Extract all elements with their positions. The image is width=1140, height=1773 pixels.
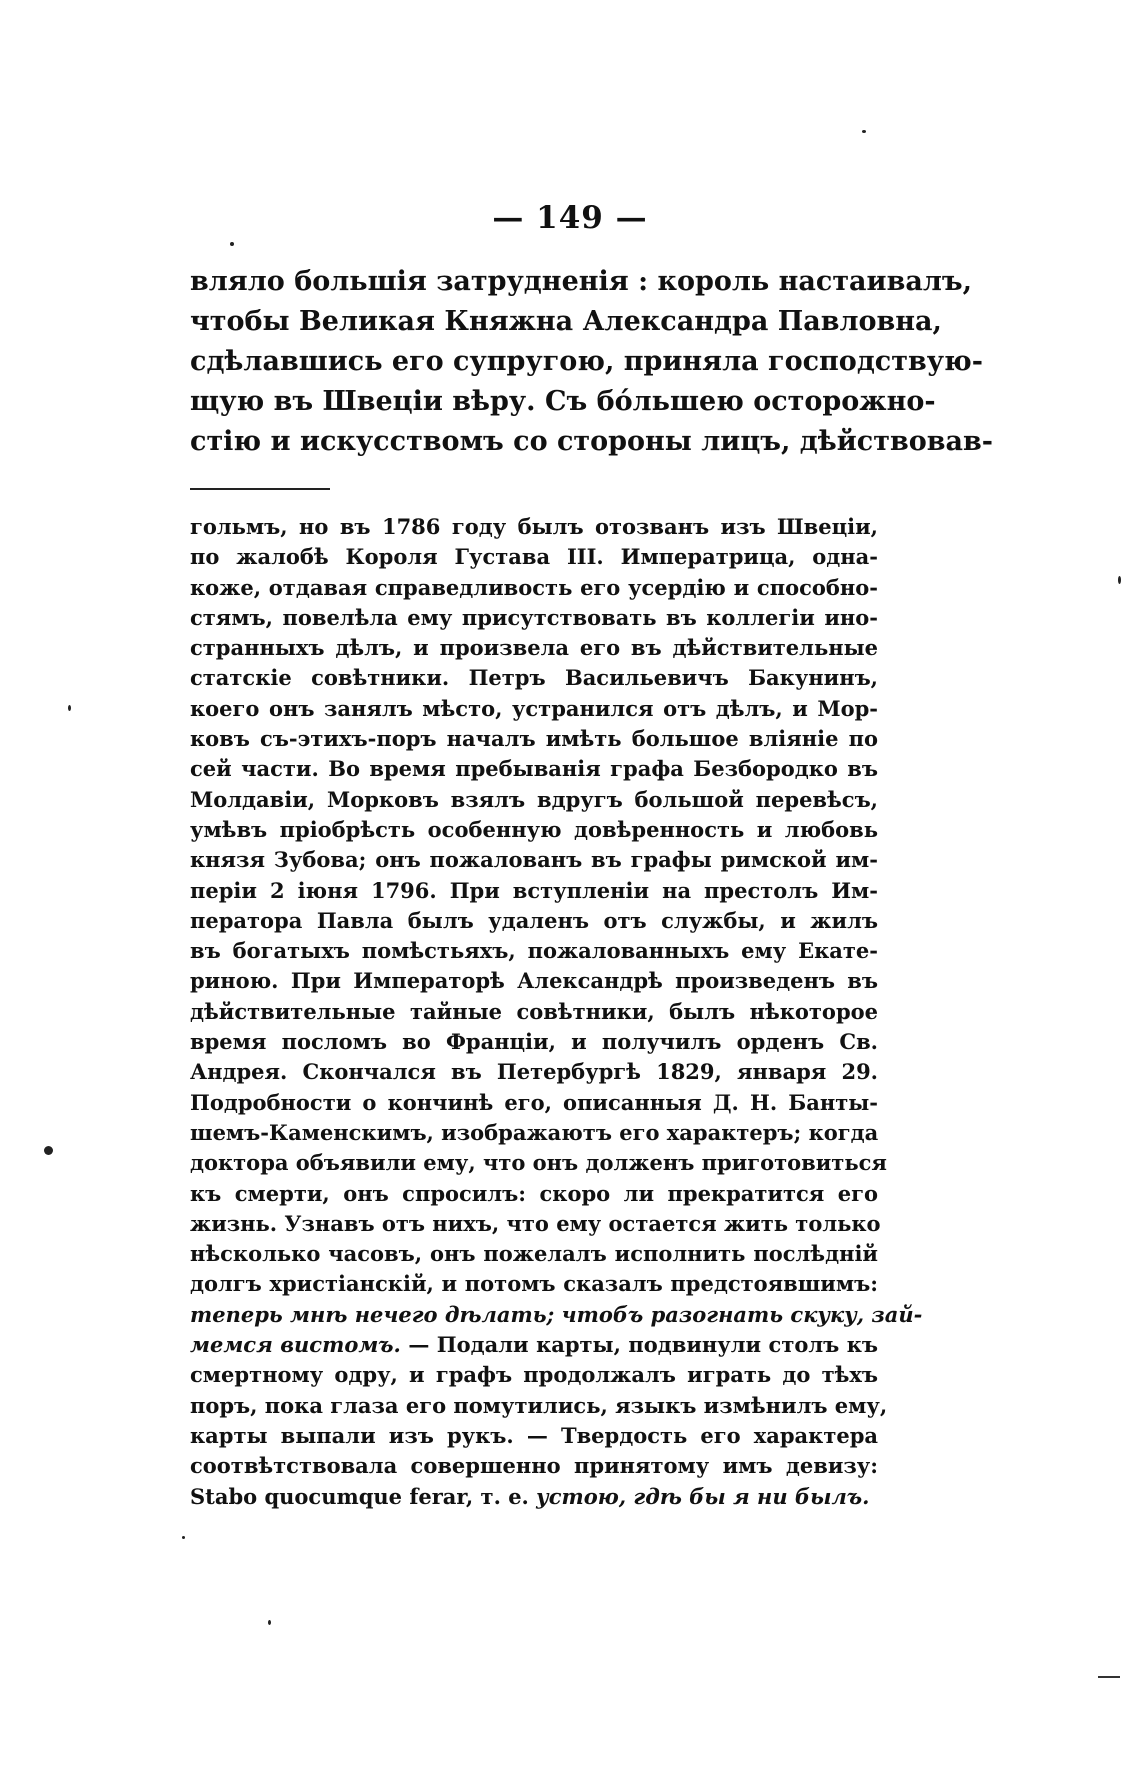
- footnote-line-mixed: [190, 1330, 878, 1360]
- footnote-line-italic: теперь мнѣ нечего дѣлать; чтобъ разогнать скуку, зай-: [190, 1301, 923, 1327]
- footnote-line: шемъ-Каменскимъ, изображаютъ его характеръ; когда: [190, 1119, 879, 1145]
- footnote-line: въ богатыхъ помѣстьяхъ, пожалованныхъ ему Екате-: [190, 938, 878, 964]
- footnote-line: нѣсколько часовъ, онъ пожелалъ исполнить послѣдній: [190, 1241, 878, 1267]
- scan-speck: [68, 705, 71, 711]
- footnote-line: сей части. Во время пребыванія графа Безбородко въ: [190, 756, 878, 782]
- footnote-line: князя Зубова; онъ пожалованъ въ графы римской им-: [190, 847, 878, 873]
- scan-speck: [182, 1536, 185, 1539]
- footnote-latin-motto: Stabo quocumque ferar, т. е.: [190, 1483, 537, 1509]
- footnote-line: время посломъ во Франціи, и получилъ орденъ Св.: [190, 1029, 878, 1055]
- footnote-line: Молдавіи, Морковъ взялъ вдругъ большой перевѣсъ,: [190, 786, 878, 812]
- main-text: [190, 262, 993, 462]
- footnote-line: къ смерти, онъ спросилъ: скоро ли прекратится его: [190, 1180, 878, 1206]
- footnote-line: смертному одру, и графъ продолжалъ играть до тѣхъ: [190, 1362, 878, 1388]
- scan-speck: [268, 1620, 271, 1625]
- scan-speck: [44, 1146, 53, 1155]
- footnote-line: доктора объявили ему, что онъ долженъ приготовиться: [190, 1150, 887, 1176]
- main-text-line: вляло большія затрудненія : король настаивалъ,: [190, 266, 972, 297]
- footnote-line: гольмъ, но въ 1786 году былъ отозванъ изъ Швеціи,: [190, 514, 878, 539]
- footnote-line: карты выпали изъ рукъ. — Твердость его характера: [190, 1422, 878, 1448]
- scan-dash-mark: [1098, 1676, 1120, 1678]
- footnote-line: Подробности о кончинѣ его, описанныя Д. Н. Банты-: [190, 1089, 878, 1115]
- footnote-line: странныхъ дѣлъ, и произвела его въ дѣйствительные: [190, 635, 878, 661]
- footnote-rule: [190, 488, 330, 490]
- main-text-line: чтобы Великая Княжна Александра Павловна,: [190, 306, 942, 337]
- footnote-line: коже, отдавая справедливость его усердію и способно-: [190, 574, 878, 600]
- footnote-italic-phrase: мемся вистомъ.: [190, 1332, 401, 1358]
- scan-speck: [862, 130, 866, 133]
- footnote-line: поръ, пока глаза его помутились, языкъ измѣнилъ ему,: [190, 1392, 888, 1418]
- footnote-line: дѣйствительные тайные совѣтники, былъ нѣкоторое: [190, 998, 878, 1024]
- page-number: — 149 —: [492, 200, 648, 236]
- main-text-line: стію и искусствомъ со стороны лицъ, дѣйствовав-: [190, 426, 993, 457]
- footnote-line: соотвѣтствовала совершенно принятому имъ девизу:: [190, 1453, 878, 1479]
- scan-speck: [230, 242, 234, 246]
- footnote-line: долгъ христіанскій, и потомъ сказалъ предстоявшимъ:: [190, 1271, 878, 1297]
- footnote: [190, 512, 923, 1512]
- footnote-line: коего онъ занялъ мѣсто, устранился отъ дѣлъ, и Мор-: [190, 695, 878, 721]
- footnote-line: риною. При Императорѣ Александрѣ произведенъ въ: [190, 968, 878, 994]
- footnote-motto-translation: устою, гдѣ бы я ни былъ.: [536, 1483, 870, 1509]
- footnote-line: стямъ, повелѣла ему присутствовать въ коллегіи ино-: [190, 604, 878, 630]
- footnote-line: ковъ съ-этихъ-поръ началъ имѣть большое вліяніе по: [190, 726, 878, 752]
- footnote-roman-phrase: — Подали карты, подвинули столъ къ: [400, 1332, 878, 1358]
- footnote-line: статскіе совѣтники. Петръ Васильевичъ Бакунинъ,: [190, 665, 878, 691]
- footnote-line: ператора Павла былъ удаленъ отъ службы, и жилъ: [190, 907, 878, 933]
- scan-speck: [1118, 576, 1121, 584]
- main-text-line: сдѣлавшись его супругою, приняла господствую-: [190, 346, 983, 377]
- footnote-line: жизнь. Узнавъ отъ нихъ, что ему остается жить только: [190, 1210, 881, 1236]
- main-text-line: щую въ Швеціи вѣру. Съ бóльшею осторожно-: [190, 386, 936, 417]
- footnote-line-mixed: [190, 1482, 878, 1512]
- footnote-line: періи 2 іюня 1796. При вступленіи на престолъ Им-: [190, 877, 878, 903]
- footnote-line: Андрея. Скончался въ Петербургѣ 1829, января 29.: [190, 1059, 878, 1085]
- footnote-line: умѣвъ пріобрѣсть особенную довѣренность и любовь: [190, 816, 878, 842]
- footnote-line: по жалобѣ Короля Густава III. Императрица, одна-: [190, 544, 878, 570]
